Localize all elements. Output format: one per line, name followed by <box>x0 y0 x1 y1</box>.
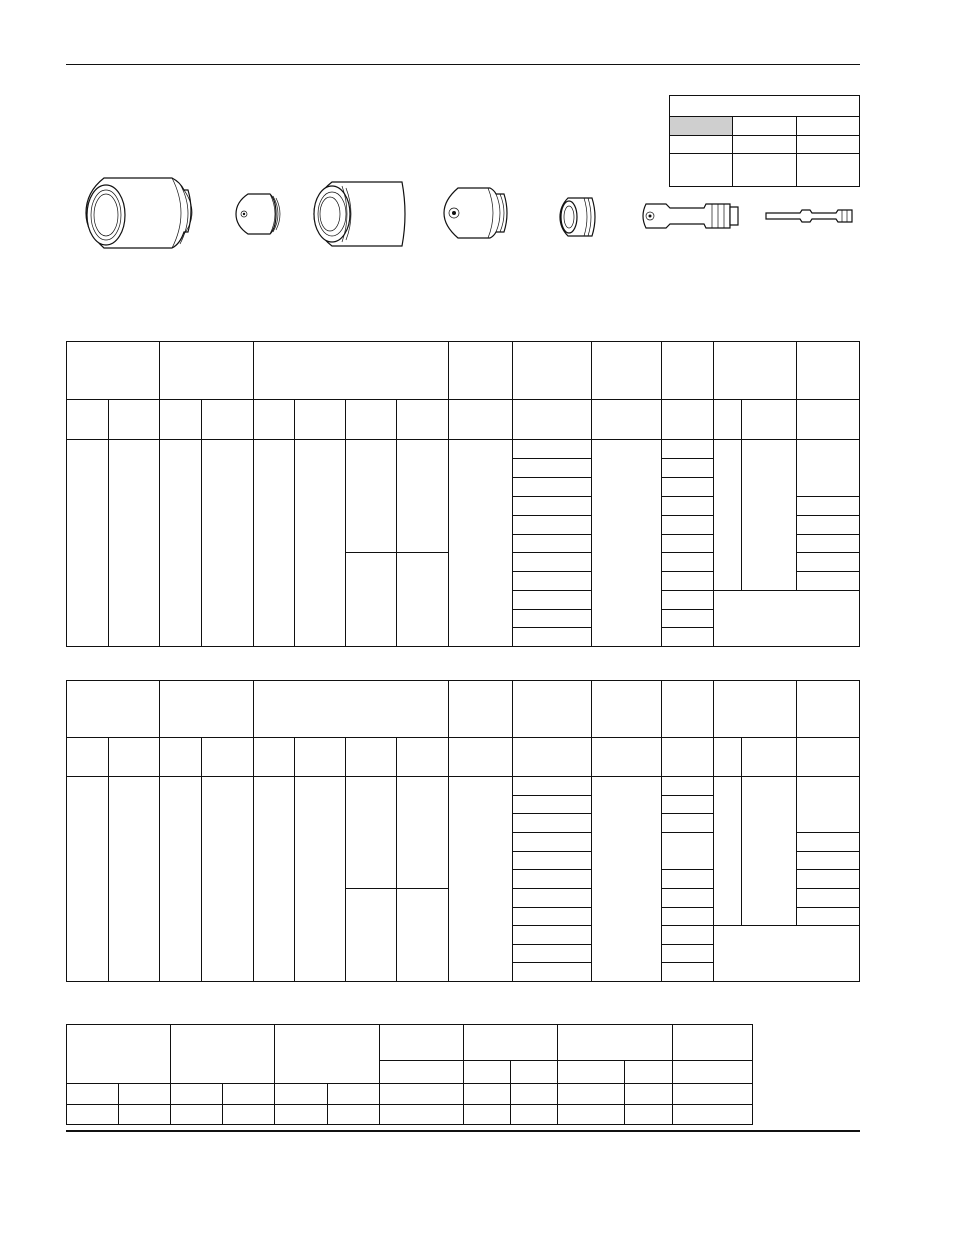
header-cell <box>254 342 449 400</box>
data-cell <box>558 1084 625 1105</box>
consumables-table-2 <box>66 680 860 982</box>
data-cell <box>464 1084 511 1105</box>
data-cell <box>512 945 591 963</box>
data-cell <box>661 535 713 553</box>
data-cell <box>512 870 591 889</box>
subheader-cell <box>397 738 449 777</box>
subheader-cell <box>558 1061 625 1084</box>
data-cell <box>397 440 449 553</box>
legend-cell <box>733 117 796 136</box>
data-cell <box>295 440 346 647</box>
data-cell <box>397 889 449 982</box>
data-cell <box>661 889 713 908</box>
data-cell <box>328 1084 380 1105</box>
data-cell <box>160 777 202 982</box>
data-cell <box>661 497 713 516</box>
data-cell <box>511 1084 558 1105</box>
retaining-cap-icon <box>308 178 412 250</box>
subheader-cell <box>512 400 591 440</box>
data-cell <box>171 1084 223 1105</box>
subheader-cell <box>109 400 160 440</box>
data-cell <box>512 440 591 459</box>
header-cell <box>661 342 713 400</box>
header-cell <box>512 342 591 400</box>
subheader-cell <box>109 738 160 777</box>
data-cell <box>512 889 591 908</box>
header-cell <box>449 342 512 400</box>
header-cell <box>558 1025 673 1061</box>
data-cell <box>661 908 713 926</box>
data-cell <box>512 833 591 852</box>
subheader-cell <box>741 738 796 777</box>
legend-cell <box>733 154 796 187</box>
header-cell <box>449 681 512 738</box>
data-cell <box>512 908 591 926</box>
data-cell <box>275 1084 328 1105</box>
data-cell <box>512 963 591 982</box>
subheader-cell <box>625 1061 673 1084</box>
data-cell <box>661 796 713 814</box>
subheader-cell <box>591 738 661 777</box>
data-cell <box>512 852 591 870</box>
data-cell <box>661 572 713 591</box>
subheader-cell <box>67 738 109 777</box>
subheader-cell <box>511 1061 558 1084</box>
data-cell <box>661 814 713 833</box>
legend-cell-shaded <box>670 117 733 136</box>
data-cell <box>109 777 160 982</box>
data-cell <box>796 553 859 572</box>
data-cell <box>661 459 713 478</box>
legend-cell <box>670 136 733 154</box>
data-cell <box>661 870 713 889</box>
data-cell <box>673 1084 753 1105</box>
subheader-cell <box>512 738 591 777</box>
subheader-cell <box>741 400 796 440</box>
electrode-icon <box>636 198 744 234</box>
subheader-cell <box>397 400 449 440</box>
header-cell <box>67 342 160 400</box>
legend-cell <box>796 117 859 136</box>
data-cell <box>661 926 713 945</box>
data-cell <box>512 591 591 610</box>
data-cell <box>661 945 713 963</box>
bottom-rule <box>66 1130 860 1132</box>
data-cell <box>346 440 397 553</box>
data-cell <box>796 852 859 870</box>
header-cell <box>160 342 254 400</box>
header-cell <box>591 681 661 738</box>
data-cell <box>67 777 109 982</box>
data-cell <box>397 777 449 889</box>
data-cell <box>512 610 591 628</box>
subheader-cell <box>295 738 346 777</box>
data-cell <box>512 572 591 591</box>
subheader-cell <box>346 738 397 777</box>
data-cell <box>558 1105 625 1125</box>
data-cell <box>109 440 160 647</box>
subheader-cell <box>254 738 295 777</box>
data-cell <box>661 833 713 870</box>
data-cell <box>661 516 713 535</box>
data-cell <box>796 870 859 889</box>
data-cell <box>512 478 591 497</box>
subheader-cell <box>591 400 661 440</box>
data-cell <box>512 459 591 478</box>
data-cell <box>796 572 859 591</box>
subheader-cell <box>449 738 512 777</box>
data-cell <box>796 516 859 535</box>
data-cell <box>713 440 741 591</box>
data-cell <box>713 926 859 982</box>
data-cell <box>661 553 713 572</box>
data-cell <box>119 1105 171 1125</box>
data-cell <box>713 591 859 647</box>
header-cell <box>67 1025 171 1084</box>
data-cell <box>591 777 661 982</box>
consumables-table-1 <box>66 341 860 647</box>
header-cell <box>713 342 796 400</box>
data-cell <box>661 591 713 610</box>
header-cell <box>713 681 796 738</box>
data-cell <box>661 777 713 796</box>
data-cell <box>295 777 346 982</box>
data-cell <box>202 777 254 982</box>
subheader-cell <box>160 738 202 777</box>
data-cell <box>741 777 796 926</box>
header-cell <box>464 1025 558 1061</box>
data-cell <box>796 833 859 852</box>
data-cell <box>67 440 109 647</box>
data-cell <box>328 1105 380 1125</box>
data-cell <box>661 963 713 982</box>
subheader-cell <box>202 400 254 440</box>
data-cell <box>512 814 591 833</box>
legend-table <box>669 95 860 187</box>
header-cell <box>67 681 160 738</box>
data-cell <box>346 777 397 889</box>
data-cell <box>741 440 796 591</box>
shield-cap-icon <box>232 188 284 240</box>
subheader-cell <box>346 400 397 440</box>
data-cell <box>661 440 713 459</box>
header-cell <box>171 1025 275 1084</box>
data-cell <box>380 1105 464 1125</box>
legend-cell <box>796 154 859 187</box>
data-cell <box>223 1105 275 1125</box>
swirl-ring-icon <box>556 194 604 240</box>
subheader-cell <box>449 400 512 440</box>
header-cell <box>512 681 591 738</box>
subheader-cell <box>796 738 859 777</box>
data-cell <box>796 497 859 516</box>
subheader-cell <box>673 1061 753 1084</box>
subheader-cell <box>661 400 713 440</box>
legend-cell <box>796 136 859 154</box>
subheader-cell <box>295 400 346 440</box>
data-cell <box>512 535 591 553</box>
data-cell <box>512 796 591 814</box>
legend-cell <box>670 154 733 187</box>
data-cell <box>673 1105 753 1125</box>
data-cell <box>223 1084 275 1105</box>
header-cell <box>254 681 449 738</box>
consumables-table-3 <box>66 1024 753 1125</box>
data-cell <box>202 440 254 647</box>
header-cell <box>160 681 254 738</box>
subheader-cell <box>661 738 713 777</box>
data-cell <box>591 440 661 647</box>
data-cell <box>449 777 512 982</box>
data-cell <box>511 1105 558 1125</box>
data-cell <box>67 1084 119 1105</box>
legend-cell <box>733 136 796 154</box>
water-tube-icon <box>762 204 858 228</box>
data-cell <box>512 516 591 535</box>
data-cell <box>661 610 713 628</box>
subheader-cell <box>160 400 202 440</box>
subheader-cell <box>713 400 741 440</box>
data-cell <box>625 1105 673 1125</box>
data-cell <box>796 777 859 833</box>
data-cell <box>625 1084 673 1105</box>
data-cell <box>512 628 591 647</box>
data-cell <box>796 908 859 926</box>
data-cell <box>661 628 713 647</box>
header-cell <box>661 681 713 738</box>
data-cell <box>171 1105 223 1125</box>
data-cell <box>275 1105 328 1125</box>
header-cell <box>275 1025 380 1084</box>
data-cell <box>512 926 591 945</box>
data-cell <box>380 1084 464 1105</box>
data-cell <box>346 553 397 647</box>
data-cell <box>67 1105 119 1125</box>
top-rule <box>66 64 860 65</box>
data-cell <box>512 553 591 572</box>
legend-header-cell <box>670 96 860 117</box>
subheader-cell <box>713 738 741 777</box>
header-cell <box>380 1025 464 1061</box>
data-cell <box>346 889 397 982</box>
header-cell <box>796 681 859 738</box>
header-cell <box>673 1025 753 1061</box>
data-cell <box>160 440 202 647</box>
subheader-cell <box>464 1061 511 1084</box>
data-cell <box>713 777 741 926</box>
data-cell <box>449 440 512 647</box>
header-cell <box>591 342 661 400</box>
data-cell <box>661 478 713 497</box>
subheader-cell <box>380 1061 464 1084</box>
data-cell <box>254 440 295 647</box>
data-cell <box>119 1084 171 1105</box>
data-cell <box>512 777 591 796</box>
data-cell <box>796 440 859 497</box>
header-cell <box>796 342 859 400</box>
data-cell <box>796 889 859 908</box>
data-cell <box>397 553 449 647</box>
subheader-cell <box>202 738 254 777</box>
subheader-cell <box>254 400 295 440</box>
subheader-cell <box>67 400 109 440</box>
shield-icon <box>80 170 200 260</box>
nozzle-icon <box>440 182 512 244</box>
data-cell <box>464 1105 511 1125</box>
data-cell <box>512 497 591 516</box>
data-cell <box>796 535 859 553</box>
data-cell <box>254 777 295 982</box>
subheader-cell <box>796 400 859 440</box>
